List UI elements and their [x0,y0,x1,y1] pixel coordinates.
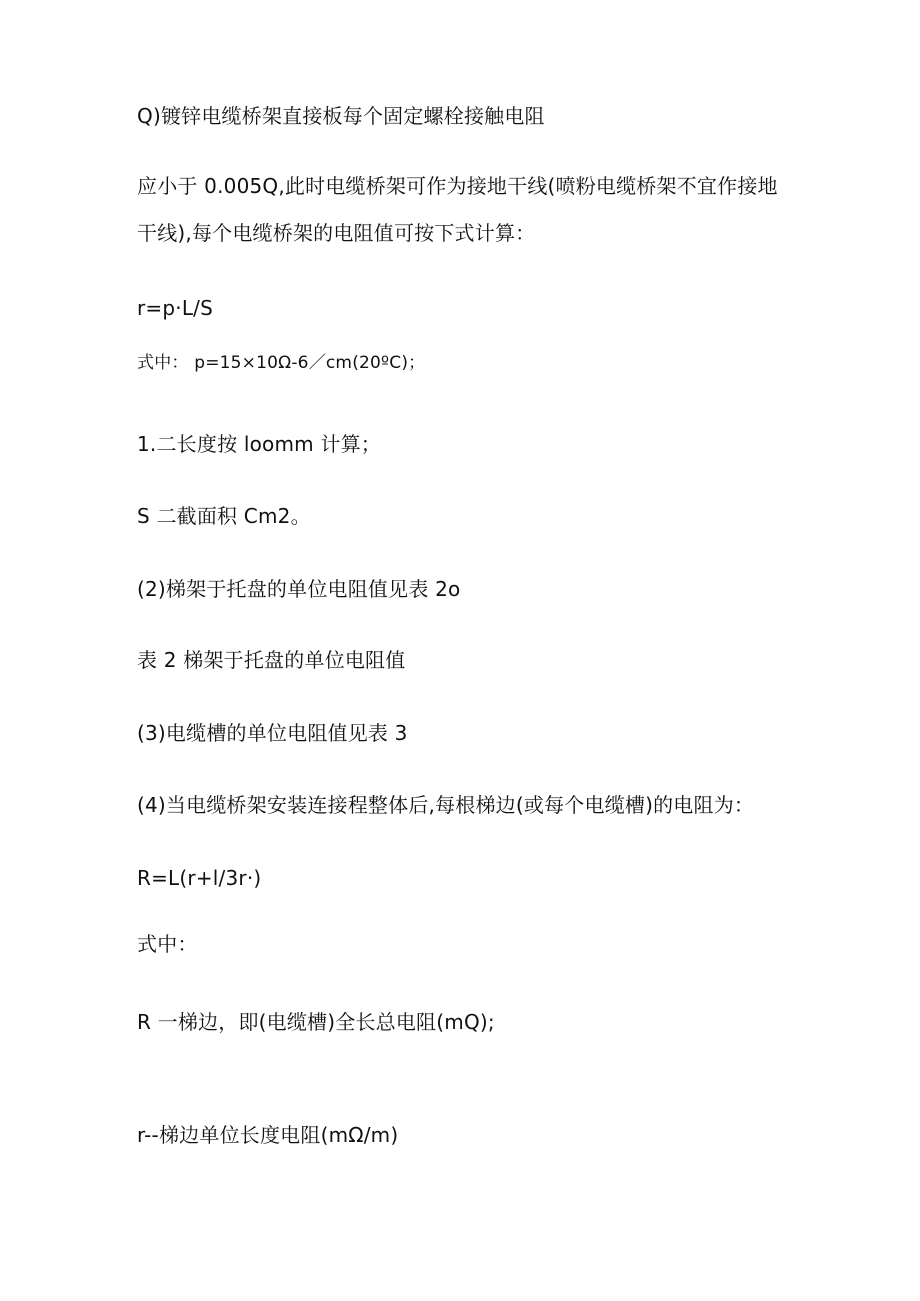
paragraph-grounding-line-2: 干线),每个电缆桥架的电阻值可按下式计算： [137,221,536,245]
table-caption-2: 表 2 梯架于托盘的单位电阻值 [137,648,406,672]
paragraph-ladder-tray-resistance: (2)梯架于托盘的单位电阻值见表 2o [137,577,461,601]
paragraph-total-resistance: (4)当电缆桥架安装连接程整体后,每根梯边(或每个电缆槽)的电阻为： [137,793,755,817]
formula-definition-resistivity: 式中： p=15×10Ω-6／cm(20ºC)； [137,353,426,373]
formula-unit-resistance: r=p·L/S [137,296,214,320]
formula-definition-area: S 二截面积 Cm2。 [137,504,311,528]
formula-where-label: 式中： [137,932,198,956]
formula-total-resistance: R=L(r+l/3r·) [137,866,262,890]
paragraph-grounding-line-1: 应小于 0.005Q,此时电缆桥架可作为接地干线(喷粉电缆桥架不宜作接地 [137,174,778,198]
paragraph-contact-resistance: Q)镀锌电缆桥架直接板每个固定螺栓接触电阻 [137,104,545,128]
formula-definition-total-resistance: R 一梯边，即(电缆槽)全长总电阻(mQ); [137,1010,495,1034]
formula-definition-length: 1.二长度按 loomm 计算； [137,432,381,456]
paragraph-cable-trough-resistance: (3)电缆槽的单位电阻值见表 3 [137,721,408,745]
formula-definition-unit-length-resistance: r--梯边单位长度电阻(mΩ/m) [137,1123,399,1147]
